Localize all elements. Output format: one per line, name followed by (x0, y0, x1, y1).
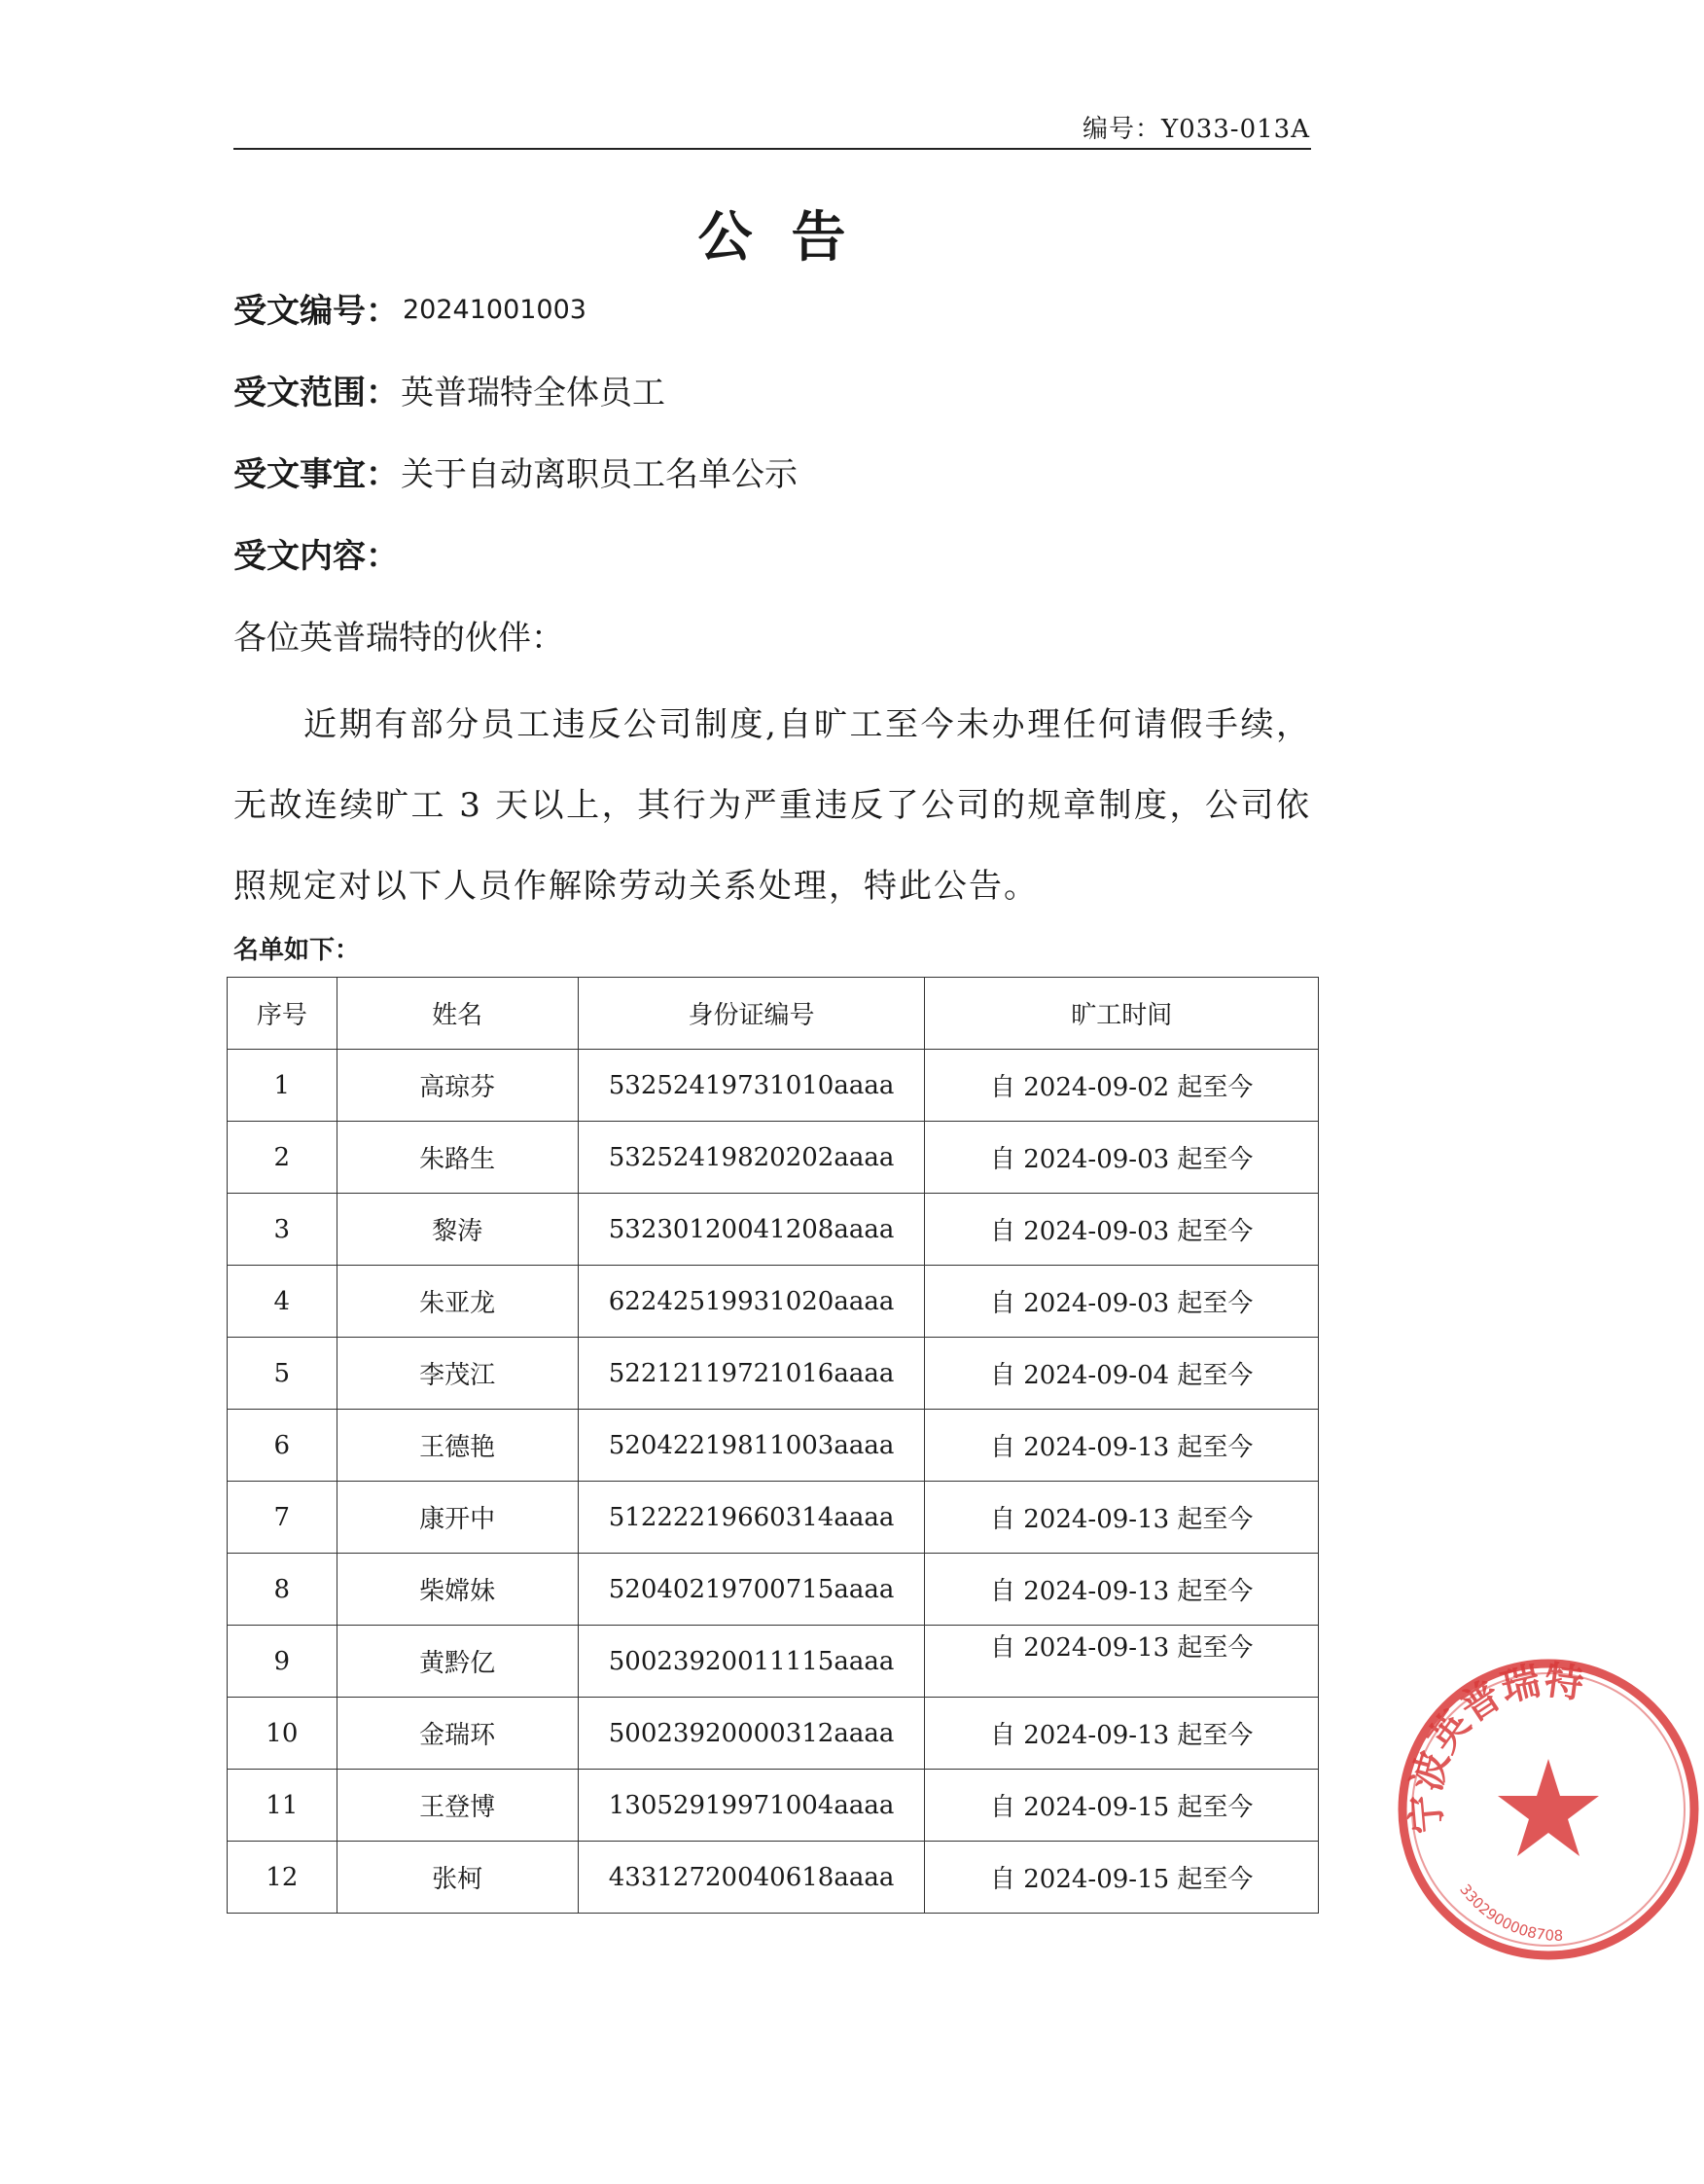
table-row (228, 1338, 1319, 1410)
absence-time-text: 自 2024-09-13 起至今 (989, 1633, 1254, 1663)
cell-seq: 2 (228, 1122, 337, 1194)
cell-name: 张柯 (337, 1842, 578, 1914)
employee-table (227, 977, 1319, 1914)
meta-subject (233, 448, 798, 495)
cell-id: 50023920000312aaaa (578, 1698, 925, 1770)
cell-absence-time: 自 2024-09-03 起至今 (925, 1194, 1319, 1266)
cell-absence-time: 自 2024-09-13 起至今 (925, 1410, 1319, 1482)
cell-seq: 5 (228, 1338, 337, 1410)
table-row (228, 1266, 1319, 1338)
cell-name: 金瑞环 (337, 1698, 578, 1770)
header-seq: 序号 (228, 978, 337, 1050)
cell-seq: 10 (228, 1698, 337, 1770)
table-row (228, 1626, 1319, 1698)
cell-name: 柴嫦妹 (337, 1554, 578, 1626)
table-row (228, 1194, 1319, 1266)
cell-id: 62242519931020aaaa (578, 1266, 925, 1338)
body-paragraph: 近期有部分员工违反公司制度,自旷工至今未办理任何请假手续，无故连续旷工 3 天以上，其行为严重违反了公司的规章制度，公司依照规定对以下人员作解除劳动关系处理，特此公告。 (233, 705, 1311, 906)
company-seal (1393, 1654, 1704, 1965)
table-row (228, 1410, 1319, 1482)
cell-name: 康开中 (337, 1482, 578, 1554)
cell-absence-time: 自 2024-09-13 起至今 (925, 1698, 1319, 1770)
cell-seq: 8 (228, 1554, 337, 1626)
header-id: 身份证编号 (578, 978, 925, 1050)
cell-absence-time: 自 2024-09-13 起至今 (925, 1482, 1319, 1554)
table-header-row (228, 978, 1319, 1050)
seal-name-text: 宁波英普瑞特 (1402, 1657, 1586, 1836)
header-name: 姓名 (337, 978, 578, 1050)
cell-seq: 9 (228, 1626, 337, 1698)
cell-name: 黎涛 (337, 1194, 578, 1266)
cell-seq: 12 (228, 1842, 337, 1914)
table-row (228, 1770, 1319, 1842)
cell-absence-time: 自 2024-09-02 起至今 (925, 1050, 1319, 1122)
cell-id: 52212119721016aaaa (578, 1338, 925, 1410)
cell-name: 王登博 (337, 1770, 578, 1842)
subject-label: 受文事宜： (233, 455, 399, 494)
seal-code: 3302900008708 (1456, 1880, 1564, 1945)
seal-star-icon (1498, 1759, 1599, 1856)
meta-ref-number (233, 284, 586, 332)
cell-absence-time: 自 2024-09-04 起至今 (925, 1338, 1319, 1410)
cell-id: 52040219700715aaaa (578, 1554, 925, 1626)
header-absence-time: 旷工时间 (925, 978, 1319, 1050)
cell-name: 朱路生 (337, 1122, 578, 1194)
meta-content (233, 529, 399, 577)
ref-number-label: 受文编号： (233, 292, 399, 331)
cell-id: 50023920011115aaaa (578, 1626, 925, 1698)
cell-seq: 7 (228, 1482, 337, 1554)
meta-scope (233, 366, 665, 413)
cell-id: 13052919971004aaaa (578, 1770, 925, 1842)
cell-name: 黄黔亿 (337, 1626, 578, 1698)
table-body (228, 1050, 1319, 1914)
greeting: 各位英普瑞特的伙伴： (233, 619, 564, 658)
ref-number-value: 20241001003 (403, 295, 586, 325)
table-row (228, 1482, 1319, 1554)
table-row (228, 1698, 1319, 1770)
cell-absence-time: 自 2024-09-15 起至今 (925, 1842, 1319, 1914)
header-divider (233, 148, 1311, 150)
cell-id: 53230120041208aaaa (578, 1194, 925, 1266)
cell-absence-time: 自 2024-09-03 起至今 (925, 1122, 1319, 1194)
scope-label: 受文范围： (233, 374, 399, 412)
page-title: 公告 (697, 205, 885, 269)
document-number: 编号：Y033-013A (1083, 115, 1310, 144)
list-caption: 名单如下： (233, 936, 361, 965)
table-row (228, 1122, 1319, 1194)
cell-seq: 11 (228, 1770, 337, 1842)
table-row (228, 1554, 1319, 1626)
cell-id: 53252419731010aaaa (578, 1050, 925, 1122)
cell-absence-time: 自 2024-09-15 起至今 (925, 1770, 1319, 1842)
cell-name: 高琼芬 (337, 1050, 578, 1122)
cell-seq: 6 (228, 1410, 337, 1482)
cell-seq: 4 (228, 1266, 337, 1338)
cell-id: 51222219660314aaaa (578, 1482, 925, 1554)
cell-seq: 1 (228, 1050, 337, 1122)
subject-value: 关于自动离职员工名单公示 (401, 455, 798, 494)
cell-seq: 3 (228, 1194, 337, 1266)
cell-absence-time: 自 2024-09-13 起至今 (925, 1554, 1319, 1626)
scope-value: 英普瑞特全体员工 (401, 374, 665, 412)
cell-name: 李茂江 (337, 1338, 578, 1410)
content-label: 受文内容： (233, 537, 399, 576)
cell-absence-time: 自 2024-09-03 起至今 (925, 1266, 1319, 1338)
cell-id: 43312720040618aaaa (578, 1842, 925, 1914)
table-row (228, 1050, 1319, 1122)
cell-absence-time (925, 1626, 1319, 1698)
cell-name: 朱亚龙 (337, 1266, 578, 1338)
cell-id: 53252419820202aaaa (578, 1122, 925, 1194)
cell-name: 王德艳 (337, 1410, 578, 1482)
table-row (228, 1842, 1319, 1914)
cell-id: 52042219811003aaaa (578, 1410, 925, 1482)
